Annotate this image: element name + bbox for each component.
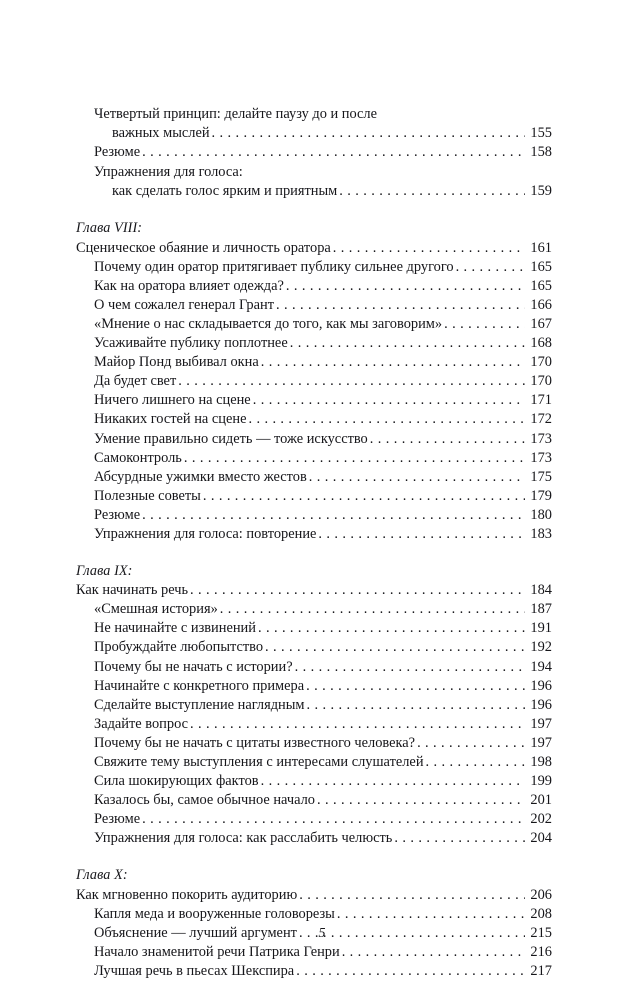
toc-entry[interactable] — [76, 468, 552, 487]
toc-entry-title: Ничего лишнего на сцене — [94, 392, 251, 409]
dot-leader — [296, 964, 525, 978]
dot-leader — [306, 679, 525, 693]
dot-leader — [190, 717, 525, 731]
toc-entry-title: Самоконтроль — [94, 449, 182, 466]
toc-entry[interactable] — [76, 886, 552, 905]
toc-entry-page: 155 — [530, 125, 552, 142]
toc-entry-title: Сила шокирующих фактов — [94, 773, 259, 790]
dot-leader — [318, 527, 525, 541]
toc-entry-page: 184 — [530, 582, 552, 599]
toc-entry[interactable] — [76, 182, 552, 201]
toc-entry-page: 158 — [530, 144, 552, 161]
toc-entry-page: 201 — [530, 792, 552, 809]
dot-leader — [142, 145, 525, 159]
toc-entry[interactable] — [76, 829, 552, 848]
toc-entry-page: 196 — [530, 677, 552, 694]
toc-entry-title: Умение правильно сидеть — тоже искусство — [94, 430, 368, 447]
toc-entry-page: 197 — [530, 734, 552, 751]
toc-entry[interactable] — [76, 143, 552, 162]
toc-entry[interactable] — [76, 734, 552, 753]
toc-entry-title: Четвертый принцип: делайте паузу до и после — [94, 106, 377, 122]
page-folio: 5 — [318, 926, 326, 941]
toc-entry-title: Не начинайте с извинений — [94, 620, 256, 637]
toc-entry-title-continuation: важных мыслей — [112, 125, 210, 142]
toc-entry-page: 175 — [530, 468, 552, 485]
toc-block — [76, 866, 552, 981]
toc-block — [76, 104, 552, 201]
toc-entry-title-line[interactable] — [76, 162, 552, 182]
toc-entry[interactable] — [76, 791, 552, 810]
dot-leader — [444, 317, 525, 331]
toc-entry-page: 196 — [530, 696, 552, 713]
toc-entry-title-line[interactable] — [76, 104, 552, 124]
toc-entry-title: Никаких гостей на сцене — [94, 411, 247, 428]
toc-entry-title: Упражнения для голоса: повторение — [94, 525, 317, 542]
toc-entry[interactable] — [76, 430, 552, 449]
toc-entry-title: Майор Понд выбивал окна — [94, 354, 259, 371]
toc-entry-title: Полезные советы — [94, 487, 201, 504]
dot-leader — [426, 755, 525, 769]
toc-entry-title: Сделайте выступление наглядным — [94, 696, 305, 713]
toc-entry-title: Начинайте с конкретного примера — [94, 677, 305, 694]
toc-entry-title: «Смешная история» — [94, 601, 218, 618]
dot-leader — [261, 355, 525, 369]
dot-leader — [290, 336, 525, 350]
dot-leader — [317, 793, 525, 807]
dot-leader — [307, 698, 525, 712]
toc-entry[interactable] — [76, 124, 552, 143]
toc-entry[interactable] — [76, 506, 552, 525]
dot-leader — [309, 470, 525, 484]
toc-entry-page: 173 — [530, 430, 552, 447]
chapter-label: Глава IX: — [76, 563, 133, 580]
toc-entry[interactable] — [76, 753, 552, 772]
toc-entry[interactable] — [76, 296, 552, 315]
toc-entry-page: 191 — [530, 620, 552, 637]
toc-entry-title: Капля меда и вооруженные головорезы — [94, 905, 335, 922]
dot-leader — [265, 640, 525, 654]
toc-entry[interactable] — [76, 962, 552, 981]
toc-entry-page: 170 — [530, 354, 552, 371]
toc-entry-page: 204 — [530, 830, 552, 847]
dot-leader — [286, 279, 525, 293]
toc-entry-page: 206 — [530, 886, 552, 903]
toc-entry-title: Резюме — [94, 144, 141, 161]
toc-entry-page: 194 — [530, 658, 552, 675]
toc-entry-title: Задайте вопрос — [94, 715, 189, 732]
toc-entry[interactable] — [76, 334, 552, 353]
toc-entry-title: Абсурдные ужимки вместо жестов — [94, 468, 307, 485]
toc-entry-title: Упражнения для голоса: как расслабить челюсть — [94, 830, 393, 847]
toc-block — [76, 219, 552, 544]
dot-leader — [190, 583, 525, 597]
toc-entry-page: 170 — [530, 373, 552, 390]
toc-entry-page: 166 — [530, 296, 552, 313]
toc-entry-page: 180 — [530, 506, 552, 523]
dot-leader — [261, 774, 525, 788]
dot-leader — [253, 393, 525, 407]
toc-entry[interactable] — [76, 315, 552, 334]
toc-entry-page: 202 — [530, 811, 552, 828]
toc-entry-title: Сценическое обаяние и личность оратора — [76, 239, 331, 256]
dot-leader — [178, 374, 525, 388]
toc-entry-page: 173 — [530, 449, 552, 466]
toc-entry-title: Как мгновенно покорить аудиторию — [76, 886, 298, 903]
dot-leader — [203, 489, 525, 503]
dot-leader — [248, 412, 525, 426]
toc-entry[interactable] — [76, 391, 552, 410]
toc-entry-title: Начало знаменитой речи Патрика Генри — [94, 943, 340, 960]
toc-entry-title: Резюме — [94, 506, 141, 523]
toc-entry-page: 165 — [530, 258, 552, 275]
toc-entry[interactable] — [76, 487, 552, 506]
toc-entry-page: 172 — [530, 411, 552, 428]
toc-entry-page: 165 — [530, 277, 552, 294]
toc-entry[interactable] — [76, 449, 552, 468]
toc-entry-title: Почему бы не начать с цитаты известного человека? — [94, 734, 416, 751]
dot-leader — [258, 621, 525, 635]
dot-leader — [142, 508, 525, 522]
dot-leader — [379, 104, 552, 118]
toc-entry-title: Упражнения для голоса: — [94, 164, 243, 181]
toc-entry-page: 183 — [530, 525, 552, 542]
toc-entry-page: 198 — [530, 754, 552, 770]
toc-entry-page: 168 — [530, 335, 552, 352]
toc-entry[interactable] — [76, 277, 552, 296]
toc-entry-title: Казалось бы, самое обычное начало — [94, 792, 315, 809]
toc-block — [76, 562, 552, 848]
toc-entry[interactable] — [76, 581, 552, 600]
toc-entry[interactable] — [76, 353, 552, 372]
toc-entry-title: Усаживайте публику поплотнее — [94, 335, 288, 352]
toc-entry-title: Объяснение — лучший аргумент — [94, 924, 297, 941]
toc-entry-page: 171 — [530, 392, 552, 409]
dot-leader — [339, 184, 525, 198]
toc-entry[interactable] — [76, 600, 552, 619]
dot-leader — [337, 907, 525, 921]
toc-entry[interactable] — [76, 239, 552, 258]
dot-leader — [370, 432, 525, 446]
toc-entry-title: Как на оратора влияет одежда? — [94, 277, 284, 294]
toc-entry-page: 161 — [530, 239, 552, 256]
toc-entry[interactable] — [76, 810, 552, 829]
toc-entry-page: 208 — [530, 905, 552, 922]
toc-entry[interactable] — [76, 372, 552, 391]
toc-entry-title-continuation: как сделать голос ярким и приятным — [112, 183, 338, 200]
toc-entry-page: 216 — [530, 943, 552, 960]
dot-leader — [220, 602, 525, 616]
toc-entry-page: 217 — [530, 962, 552, 979]
toc-entry-title: Свяжите тему выступления с интересами слушателей — [94, 754, 424, 770]
toc-entry-title: Лучшая речь в пьесах Шекспира — [94, 962, 295, 979]
dot-leader — [276, 298, 525, 312]
dot-leader — [394, 831, 525, 845]
toc-entry-page: 192 — [530, 639, 552, 656]
dot-leader — [456, 260, 525, 274]
toc-entry[interactable] — [76, 696, 552, 715]
toc-entry-page: 197 — [530, 715, 552, 732]
toc-entry-title: Почему бы не начать с истории? — [94, 658, 293, 675]
chapter-label: Глава X: — [76, 867, 128, 884]
toc-entry-page: 199 — [530, 773, 552, 790]
toc-entry[interactable] — [76, 905, 552, 924]
chapter-label: Глава VIII: — [76, 220, 143, 237]
toc-entry[interactable] — [76, 638, 552, 657]
dot-leader — [333, 241, 525, 255]
dot-leader — [212, 126, 525, 140]
toc-entry[interactable] — [76, 525, 552, 544]
toc-block-list — [76, 104, 552, 981]
toc-entry-title: Пробуждайте любопытство — [94, 639, 264, 656]
dot-leader — [245, 162, 552, 176]
toc-entry-title: Резюме — [94, 811, 141, 828]
toc-entry[interactable] — [76, 943, 552, 962]
toc-entry-title: Как начинать речь — [76, 582, 189, 599]
toc-entry-page: 167 — [530, 315, 552, 332]
toc-entry-page: 215 — [530, 924, 552, 941]
toc-entry-page: 159 — [530, 183, 552, 200]
dot-leader — [342, 945, 525, 959]
toc-entry[interactable] — [76, 410, 552, 429]
dot-leader — [299, 888, 525, 902]
toc-entry[interactable] — [76, 677, 552, 696]
toc-entry-page: 187 — [530, 601, 552, 618]
dot-leader — [295, 660, 525, 674]
dot-leader — [142, 812, 525, 826]
toc-entry[interactable] — [76, 619, 552, 638]
dot-leader — [417, 736, 525, 750]
toc-entry-title: «Мнение о нас складывается до того, как мы заговорим» — [94, 315, 443, 332]
toc-entry[interactable] — [76, 258, 552, 277]
toc-entry-title: Почему один оратор притягивает публику сильнее другого — [94, 258, 454, 275]
toc-entry[interactable] — [76, 658, 552, 677]
toc-entry-title: Да будет свет — [94, 373, 177, 390]
toc-entry[interactable] — [76, 715, 552, 734]
toc-entry-page: 179 — [530, 487, 552, 504]
toc-entry-title: О чем сожалел генерал Грант — [94, 296, 275, 313]
dot-leader — [184, 451, 525, 465]
toc-entry[interactable] — [76, 772, 552, 791]
